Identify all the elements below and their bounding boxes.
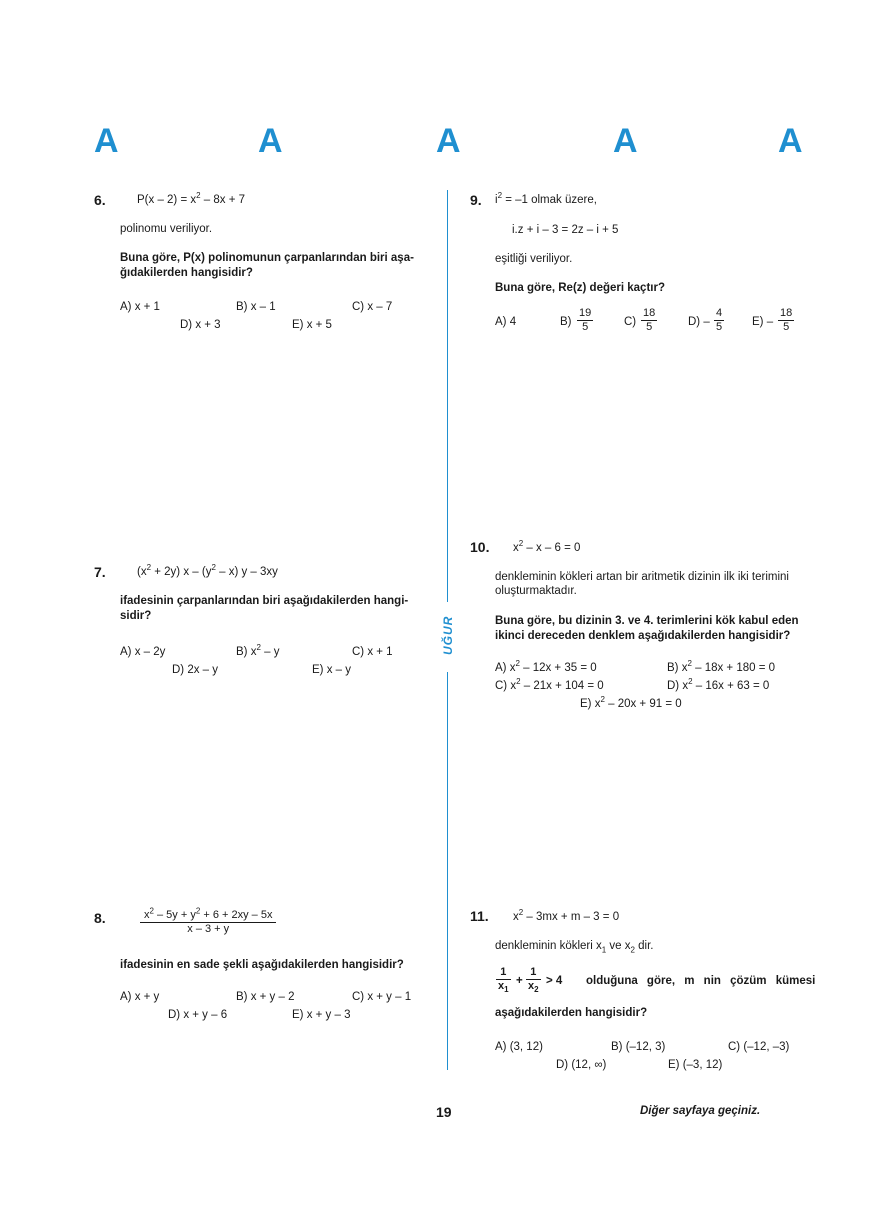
- answer-option[interactable]: E) –: [752, 316, 774, 328]
- question-number: 9.: [470, 192, 482, 208]
- brand-label: UĞUR: [441, 615, 455, 655]
- answer-option[interactable]: C) (–12, –3): [728, 1041, 790, 1053]
- next-page-note: Diğer sayfaya geçiniz.: [640, 1105, 761, 1117]
- q9-question: Buna göre, Re(z) değeri kaçtır?: [495, 282, 665, 294]
- q7-question-line1: ifadesinin çarpanlarından biri aşağıdakilerden hangi-: [120, 595, 409, 607]
- q10-question-line1: Buna göre, bu dizinin 3. ve 4. terimlerini kök kabul eden: [495, 615, 799, 627]
- answer-option[interactable]: D) (12, ∞): [556, 1059, 607, 1071]
- answer-option[interactable]: C) $x^2 - 21x + 104 = 0$: [495, 677, 604, 692]
- answer-option[interactable]: C) x + 1: [352, 646, 393, 658]
- q11-plus: +: [516, 975, 523, 987]
- answer-option[interactable]: A) $x^2 - 12x + 35 = 0$: [495, 659, 597, 674]
- booklet-letter: A: [436, 122, 461, 160]
- answer-option[interactable]: D) $x^2 - 16x + 63 = 0$: [667, 677, 770, 692]
- q10-equation: $x^2 - x - 6 = 0$: [513, 539, 581, 554]
- q9-option-d-fraction: $\frac{4}{5}$: [716, 307, 723, 333]
- answer-option[interactable]: C) x + y – 1: [352, 991, 412, 1003]
- question-number: 10.: [470, 539, 490, 555]
- answer-option[interactable]: D) x + y – 6: [168, 1009, 228, 1021]
- answer-option[interactable]: D) –: [688, 316, 710, 328]
- q10-question-line2: ikinci dereceden denklem aşağıdakilerden hangisidir?: [495, 630, 791, 642]
- column-divider: [447, 672, 448, 1070]
- q7-question-line2: sidir?: [120, 610, 152, 622]
- q9-equation: i.z + i – 3 = 2z – i + 5: [512, 224, 619, 236]
- booklet-letter: A: [258, 122, 283, 160]
- answer-option[interactable]: B) $x^2 - 18x + 180 = 0$: [667, 659, 776, 674]
- q11-fraction-1: $\frac{1}{x_1}$: [498, 966, 509, 995]
- booklet-letter: A: [94, 122, 119, 160]
- answer-option[interactable]: A) (3, 12): [495, 1041, 543, 1053]
- answer-option[interactable]: C) x – 7: [352, 301, 393, 313]
- answer-option[interactable]: A) x – 2y: [120, 646, 166, 658]
- q10-given-line1: denkleminin kökleri artan bir aritmetik dizinin ilk iki terimini: [495, 571, 789, 583]
- booklet-letter: A: [613, 122, 638, 160]
- q9-option-b-fraction: $\frac{19}{5}$: [579, 307, 592, 333]
- q11-inequality: > 4: [546, 975, 563, 987]
- answer-option[interactable]: A) 4: [495, 316, 517, 328]
- question-number: 7.: [94, 564, 106, 580]
- answer-option[interactable]: E) (–3, 12): [668, 1059, 723, 1071]
- q6-question-line2: ğıdakilerden hangisidir?: [120, 267, 253, 279]
- q6-given: polinomu veriliyor.: [120, 223, 213, 235]
- answer-option[interactable]: D) x + 3: [180, 319, 221, 331]
- answer-option[interactable]: E) x + y – 3: [292, 1009, 351, 1021]
- q11-question: aşağıdakilerden hangisidir?: [495, 1007, 648, 1019]
- answer-option[interactable]: B): [560, 316, 572, 328]
- q9-condition: $i^2 = -1$ olmak üzere,: [495, 191, 597, 206]
- q9-option-c-fraction: $\frac{18}{5}$: [643, 307, 656, 333]
- q11-condition: olduğuna göre, m nin çözüm kümesi: [586, 975, 816, 987]
- q11-fraction-2: $\frac{1}{x_2}$: [528, 966, 539, 995]
- question-number: 11.: [470, 908, 489, 924]
- answer-option[interactable]: B) x – 1: [236, 301, 276, 313]
- answer-option[interactable]: B) x + y – 2: [236, 991, 295, 1003]
- q11-given: denkleminin kökleri $x_1$ ve $x_2$ dir.: [495, 940, 654, 955]
- q11-equation: $x^2 - 3mx + m - 3 = 0$: [513, 908, 620, 923]
- q8-fraction: $\frac{x^2 - 5y + y^2 + 6 + 2xy - 5x}{x - 3 + y}$: [140, 909, 276, 936]
- answer-option[interactable]: B) $x^2$ – y: [236, 643, 280, 658]
- answer-option[interactable]: A) x + y: [120, 991, 160, 1003]
- answer-option[interactable]: E) x + 5: [292, 319, 332, 331]
- question-number: 8.: [94, 910, 106, 926]
- answer-option[interactable]: D) 2x – y: [172, 664, 219, 676]
- q6-expression: $P(x - 2) = x^2 - 8x + 7$: [137, 191, 246, 206]
- booklet-letter: A: [778, 122, 803, 160]
- q8-question: ifadesinin en sade şekli aşağıdakilerden hangisidir?: [120, 959, 404, 971]
- q9-given: eşitliği veriliyor.: [495, 253, 573, 265]
- column-divider: [447, 190, 448, 602]
- q10-given-line2: oluşturmaktadır.: [495, 585, 577, 597]
- page-number: 19: [436, 1104, 452, 1120]
- answer-option[interactable]: A) x + 1: [120, 301, 160, 313]
- answer-option[interactable]: E) x – y: [312, 664, 351, 676]
- question-number: 6.: [94, 192, 106, 208]
- q6-question-line1: Buna göre, P(x) polinomunun çarpanlarından biri aşa-: [120, 252, 414, 264]
- answer-option[interactable]: B) (–12, 3): [611, 1041, 666, 1053]
- q7-expression: $(x^2 + 2y)$ x – $(y^2 - x)$ y – 3xy: [137, 563, 278, 578]
- q9-option-e-fraction: $\frac{18}{5}$: [780, 307, 793, 333]
- answer-option[interactable]: C): [624, 316, 637, 328]
- answer-option[interactable]: E) $x^2 - 20x + 91 = 0$: [580, 695, 682, 710]
